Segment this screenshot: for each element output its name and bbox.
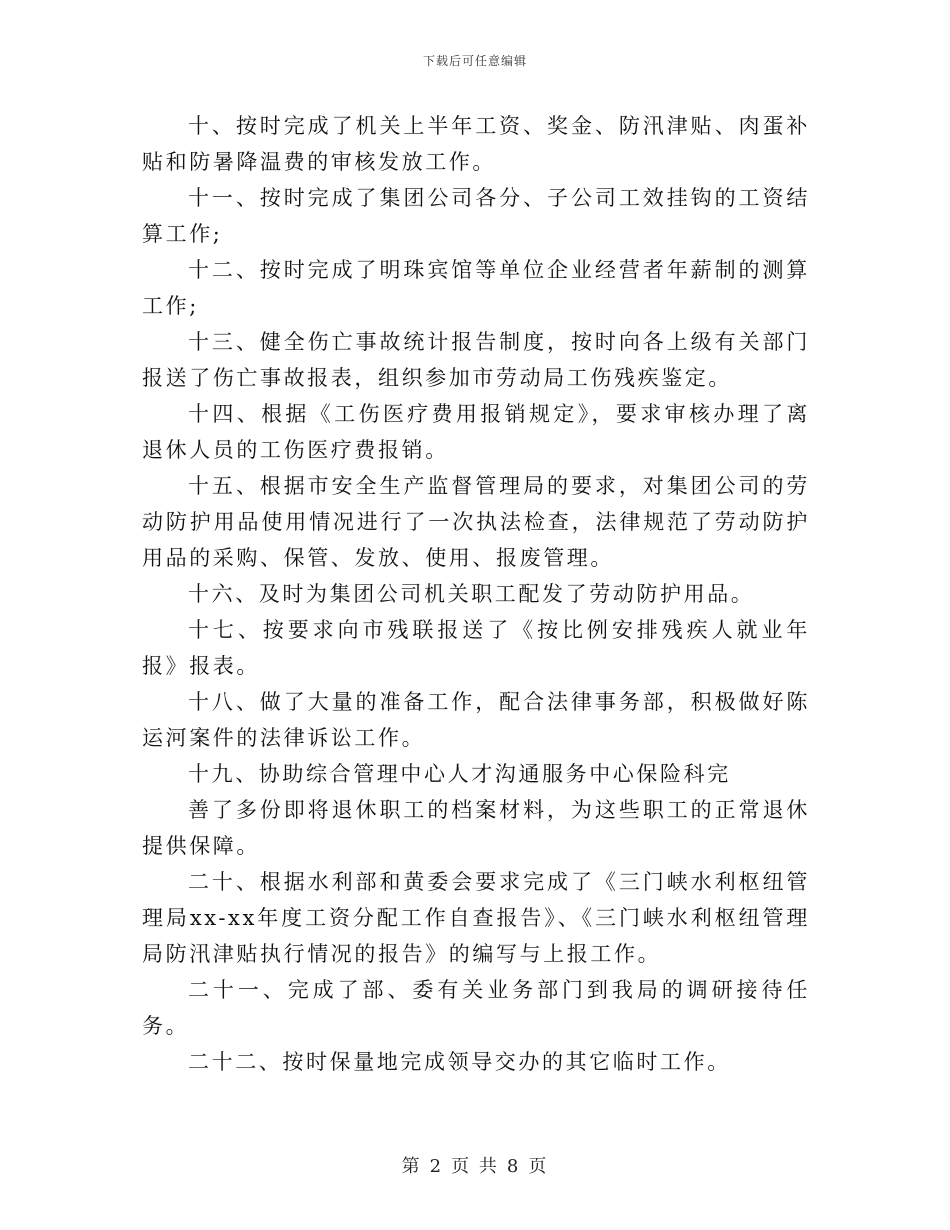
paragraph-13: 十三、健全伤亡事故统计报告制度，按时向各上级有关部门报送了伤亡事故报表，组织参加市劳动局工伤残疾鉴定。: [142, 330, 810, 390]
paragraph-14: 十四、根据《工伤医疗费用报销规定》，要求审核办理了离退休人员的工伤医疗费报销。: [142, 402, 810, 462]
paragraph-12: 十二、按时完成了明珠宾馆等单位企业经营者年薪制的测算工作;: [142, 258, 810, 318]
paragraph-17: 十七、按要求向市残联报送了《按比例安排残疾人就业年报》报表。: [142, 618, 810, 678]
paragraph-22: 二十二、按时保量地完成领导交办的其它临时工作。: [188, 1050, 731, 1074]
paragraph-18: 十八、做了大量的准备工作，配合法律事务部，积极做好陈运河案件的法律诉讼工作。: [142, 690, 810, 750]
footer-prefix: 第: [401, 1156, 422, 1177]
paragraph-19: 十九、协助综合管理中心人才沟通服务中心保险科完: [188, 762, 731, 786]
paragraph-11: 十一、按时完成了集团公司各分、子公司工效挂钩的工资结算工作;: [142, 186, 810, 246]
page-header-note: 下载后可任意编辑: [422, 54, 527, 68]
paragraph-10: 十、按时完成了机关上半年工资、奖金、防汛津贴、肉蛋补贴和防暑降温费的审核发放工作。: [142, 114, 810, 174]
paragraph-15: 十五、根据市安全生产监督管理局的要求，对集团公司的劳动防护用品使用情况进行了一次执法检查，法律规范了劳动防护用品的采购、保管、发放、使用、报废管理。: [142, 474, 810, 570]
footer-middle: 页 共: [451, 1156, 499, 1177]
paragraph-16: 十六、及时为集团公司机关职工配发了劳动防护用品。: [188, 582, 755, 606]
paragraph-20: 二十、根据水利部和黄委会要求完成了《三门峡水利枢纽管理局xx-xx年度工资分配工作自查报告》、《三门峡水利枢纽管理局防汛津贴执行情况的报告》的编写与上报工作。: [142, 870, 810, 966]
footer-page-number: 2: [429, 1156, 444, 1177]
footer-total-pages: 8: [506, 1156, 521, 1177]
document-body: [142, 108, 810, 1080]
paragraph-19-continued: 善了多份即将退休职工的档案材料，为这些职工的正常退休提供保障。: [142, 798, 810, 858]
footer-suffix: 页: [528, 1156, 549, 1177]
paragraph-21: 二十一、完成了部、委有关业务部门到我局的调研接待任务。: [142, 978, 810, 1038]
page-footer: [0, 1152, 950, 1178]
